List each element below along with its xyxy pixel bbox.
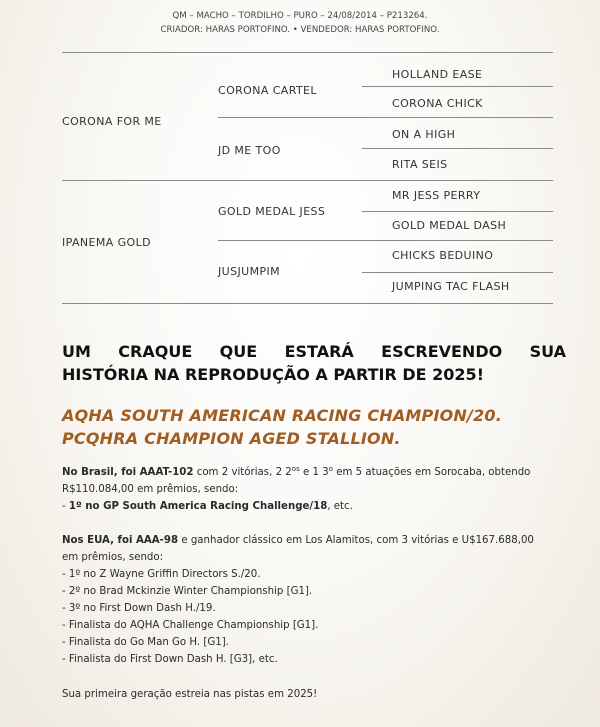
brasil-item-bold: 1º no GP South America Racing Challenge/18: [68, 501, 328, 512]
eua-text: e ganhador clássico em Los Alamitos, com 3 vitórias e U$167.688,00: [178, 535, 534, 546]
breeder-seller: CRIADOR: HARAS PORTOFINO. • VENDEDOR: HARAS PORTOFINO.: [160, 25, 440, 35]
divider: [362, 211, 553, 212]
pedigree-g3-4: RITA SEIS: [392, 158, 448, 171]
divider: [62, 52, 553, 53]
pedigree-sire-dam: JD ME TOO: [218, 144, 281, 157]
pedigree-g3-7: CHICKS BEDUINO: [392, 249, 494, 262]
pedigree-g3-6: GOLD MEDAL DASH: [392, 219, 507, 232]
headline-line-2: HISTÓRIA NA REPRODUÇÃO A PARTIR DE 2025!: [62, 365, 484, 384]
titles-subheadline: [62, 404, 582, 450]
pedigree-g3-3: ON A HIGH: [392, 128, 456, 141]
headline: [62, 340, 566, 386]
list-item: - 1º no Z Wayne Griffin Directors S./20.: [62, 569, 261, 580]
pedigree-g3-8: JUMPING TAC FLASH: [392, 280, 510, 293]
list-item: - 2º no Brad Mckinzie Winter Championship [G1].: [62, 586, 313, 597]
pedigree-g3-1: HOLLAND EASE: [392, 68, 483, 81]
pedigree-dam: IPANEMA GOLD: [62, 236, 151, 249]
brasil-sup-a: os: [291, 465, 300, 473]
divider: [362, 148, 553, 149]
pedigree-dam-sire: GOLD MEDAL JESS: [218, 205, 326, 218]
list-item: - Finalista do Go Man Go H. [G1].: [62, 637, 229, 648]
list-item: - 3º no First Down Dash H./19.: [62, 603, 216, 614]
divider: [362, 86, 553, 87]
brasil-paragraph: [62, 464, 582, 515]
eua-paragraph: [62, 532, 582, 668]
brasil-text-a: com 2 vitórias, 2 2: [193, 467, 292, 478]
list-item: - Finalista do AQHA Challenge Championship [G1].: [62, 620, 319, 631]
brasil-item-prefix: -: [62, 501, 69, 512]
headline-line-1: UM CRAQUE QUE ESTARÁ ESCREVENDO SUA: [62, 342, 566, 361]
brasil-lead: No Brasil, foi AAAT-102: [62, 467, 194, 478]
eua-line-1: [62, 532, 582, 549]
brasil-line-1: [62, 464, 582, 481]
footer-note: Sua primeira geração estreia nas pistas em 2025!: [62, 689, 318, 700]
pedigree-dam-dam: JUSJUMPIM: [218, 265, 281, 278]
list-item: - Finalista do First Down Dash H. [G3], etc.: [62, 654, 278, 665]
pedigree-sire-sire: CORONA CARTEL: [218, 84, 317, 97]
brasil-item: [62, 498, 582, 515]
horse-info-header: [0, 9, 600, 37]
divider: [62, 303, 553, 304]
divider: [218, 240, 553, 241]
pedigree-sire: CORONA FOR ME: [62, 115, 162, 128]
pedigree-g3-2: CORONA CHICK: [392, 97, 483, 110]
title-line-2: PCQHRA CHAMPION AGED STALLION.: [62, 429, 401, 448]
brasil-text-b: e 1 3: [299, 467, 329, 478]
brasil-text-c: em 5 atuações em Sorocaba, obtendo: [332, 467, 531, 478]
horse-details: QM – MACHO – TORDILHO – PURO – 24/08/2014 – P213264.: [172, 11, 428, 21]
divider: [62, 180, 553, 181]
eua-lead: Nos EUA, foi AAA-98: [62, 535, 179, 546]
pedigree-g3-5: MR JESS PERRY: [392, 189, 481, 202]
brasil-line-2: R$110.084,00 em prêmios, sendo:: [62, 484, 239, 495]
eua-line-2: em prêmios, sendo:: [62, 552, 164, 563]
brasil-sup-b: o: [328, 465, 333, 473]
divider: [218, 117, 553, 118]
title-line-1: AQHA SOUTH AMERICAN RACING CHAMPION/20.: [62, 406, 503, 425]
brasil-item-suffix: , etc.: [327, 501, 353, 512]
divider: [362, 272, 553, 273]
